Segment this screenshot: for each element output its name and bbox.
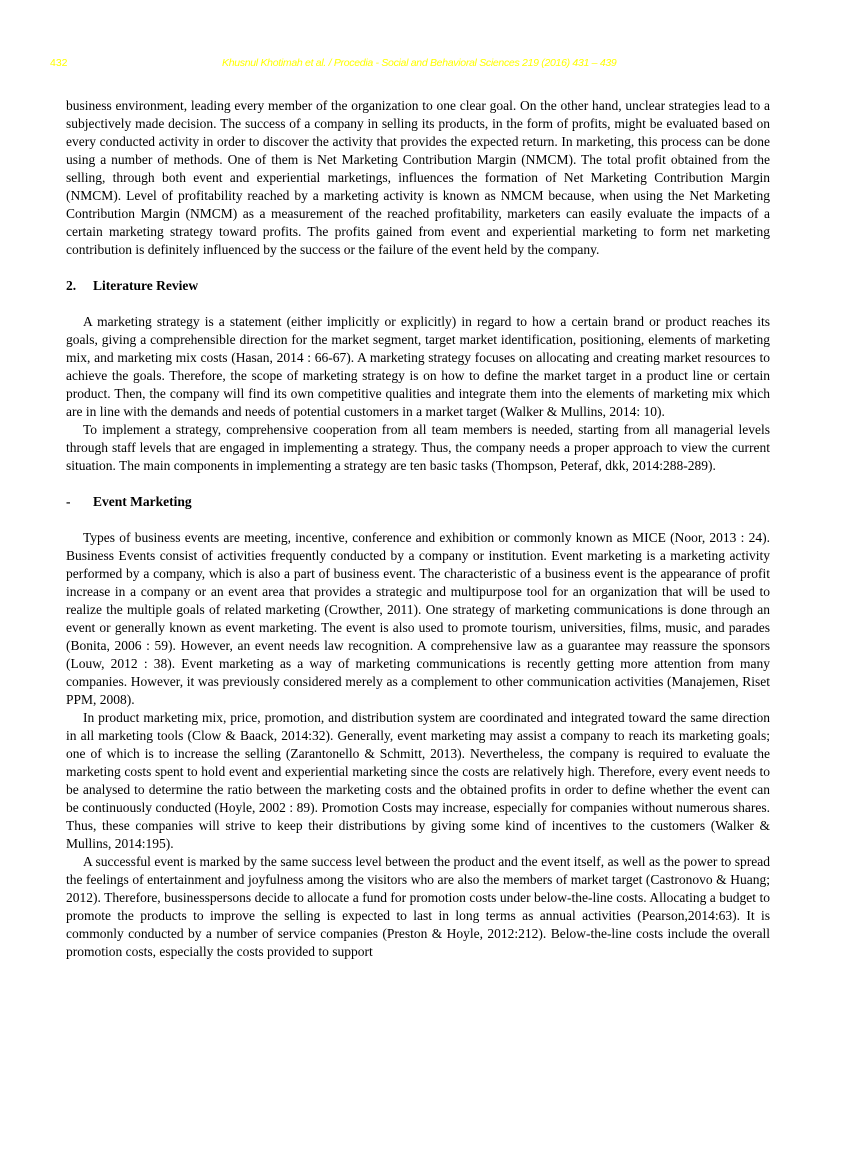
literature-review-paragraph: A marketing strategy is a statement (either implicitly or explicitly) in regard to how a certain brand or product reaches its goals, giving a comprehensible direction for the market segment, target market identification, positioning, elements of marketing mix, and marketing mix costs (Hasan, 2014 : 66-67). A marketing strategy focuses on allocating and creating market resources to achieve the goals. Therefore, the scope of marketing strategy is on how to define the market target in a product line or certain product. Then, the company will find its own competitive qualities and integrate them into the elements of marketing mix which are in line with the demands and needs of potential customers in a market target (Walker & Mullins, 2014: 10). [66,314,770,419]
page-number: 432 [50,57,68,69]
section-number: 2. [66,278,77,293]
journal-citation: Khusnul Khotimah et al. / Procedia - Social and Behavioral Sciences 219 (2016) 431 – 439 [222,57,617,69]
intro-paragraph: business environment, leading every member of the organization to one clear goal. On the other hand, unclear strategies lead to a subjectively made decision. The success of a company in selling its products, in the form of profits, might be evaluated based on every conducted activity in order to discover the activity that provides the expected return. In marketing, this process can be done using a number of methods. One of them is Net Marketing Contribution Margin (NMCM). The total profit obtained from the selling, through both event and experiential marketings, influences the formation of Net Marketing Contribution Margin (NMCM). Level of profitability reached by a marketing activity is known as NMCM because, when using the Net Marketing Contribution Margin (NMCM) as a measurement of the reached profitability, marketers can easily evaluate the impacts of a certain marketing strategy toward profits. The profits gained from event and experiential marketing to form net marketing contribution is definitely influenced by the success or the failure of the event held by the company. [66,98,770,257]
section-title: Event Marketing [93,494,192,509]
section-heading-literature-review [66,277,770,295]
section-bullet: - [66,494,71,509]
literature-review-paragraph: To implement a strategy, comprehensive cooperation from all team members is needed, starting from all managerial levels through staff levels that are engaged in implementing a strategy. Thus, the company needs a proper approach to view the current situation. The main components in implementing a strategy are ten basic tasks (Thompson, Peteraf, dkk, 2014:288-289). [66,422,770,473]
section-title: Literature Review [93,278,199,293]
section-heading-event-marketing [66,493,770,511]
event-marketing-paragraph: Types of business events are meeting, incentive, conference and exhibition or commonly known as MICE (Noor, 2013 : 24). Business Events consist of activities frequently conducted by a company or institution. Event marketing is a marketing activity performed by a company, which is also a part of business event. The characteristic of a business event is the appearance of profit increase in a company or an event area that provides a strategic and multipurpose tool for an organization that will be used to realize the multiple goals of related marketing (Crowther, 2011). One strategy of marketing communications is done through an event or generally known as event marketing. The event is also used to promote tourism, universities, films, music, and parades (Bonita, 2006 : 59). However, an event needs law recognition. A comprehensive law as a guarantee may reassure the sponsors (Louw, 2012 : 38). Event marketing as a way of marketing communications is recently getting more attention from many companies. However, it was previously considered merely as a complement to other communication activities (Manajemen, Riset PPM, 2008). [66,530,770,707]
article-body [66,97,770,961]
event-marketing-paragraph: A successful event is marked by the same success level between the product and the event itself, as well as the power to spread the feelings of entertainment and joyfulness among the visitors who are also the members of market target (Castronovo & Huang; 2012). Therefore, businesspersons decide to allocate a fund for promotion costs under below-the-line costs. Allocating a budget to promote the products to improve the selling is expected to last in long terms as annual activities (Pearson,2014:63). It is commonly conducted by a number of service companies (Preston & Hoyle, 2012:212). Below-the-line costs include the overall promotion costs, especially the costs provided to support [66,854,770,959]
event-marketing-paragraph: In product marketing mix, price, promotion, and distribution system are coordinated and integrated toward the same direction in all marketing tools (Clow & Baack, 2014:32). Generally, event marketing may assist a company to reach its marketing goals; one of which is to increase the selling (Zarantonello & Schmitt, 2013). Nevertheless, the company is required to evaluate the marketing costs spent to hold event and experiential marketing since the costs are relatively high. Therefore, every event needs to be analysed to determine the ratio between the marketing costs and the obtained profits in order to define whether the event can be continuously conducted (Hoyle, 2002 : 89). Promotion Costs may increase, especially for companies without numerous shares. Thus, these companies will strive to keep their distributions by giving some kind of incentives to the customers (Walker & Mullins, 2014:195). [66,710,770,851]
running-header [0,57,846,73]
